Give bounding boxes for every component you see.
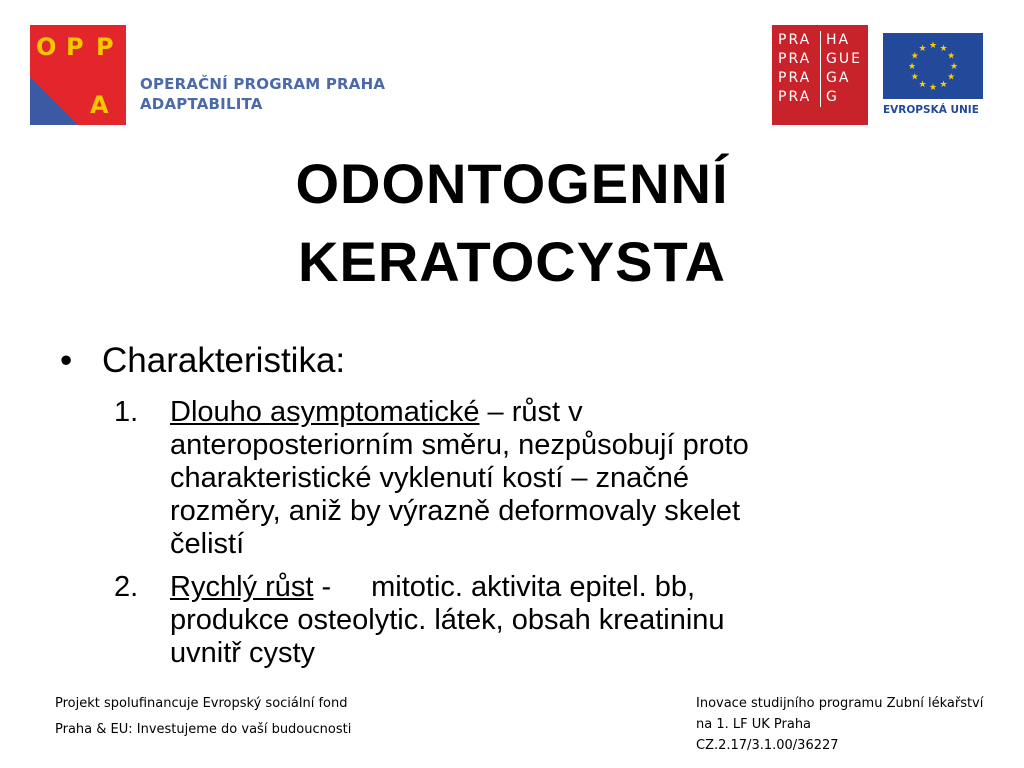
item-number: 1. bbox=[114, 396, 139, 428]
footer-right bbox=[696, 693, 983, 756]
oppa-logo bbox=[30, 25, 126, 125]
eu-star-icon: ★ bbox=[947, 72, 956, 83]
title-line: ODONTOGENNÍ bbox=[295, 152, 729, 215]
item-line: charakteristické vyklenutí kostí – značné bbox=[170, 462, 690, 494]
bullet-dot-icon: • bbox=[60, 341, 73, 380]
praha-logo-right: GA bbox=[820, 69, 850, 88]
item-line: rozměry, aniž by výrazně deformovaly skelet bbox=[170, 495, 741, 527]
eu-star-icon: ★ bbox=[939, 80, 948, 91]
oppa-caption bbox=[140, 74, 385, 114]
praha-logo-row bbox=[778, 31, 868, 50]
bullet-item bbox=[60, 338, 960, 384]
item-line bbox=[170, 571, 960, 604]
footer-line: CZ.2.17/3.1.00/36227 bbox=[696, 738, 839, 753]
eu-star-icon: ★ bbox=[910, 72, 919, 83]
item-line: anteroposteriorním směru, nezpůsobují proto bbox=[170, 429, 749, 461]
slide-content bbox=[60, 338, 960, 670]
praha-logo-row bbox=[778, 88, 868, 107]
bullet-text: Charakteristika: bbox=[102, 341, 346, 380]
eu-caption: EVROPSKÁ UNIE bbox=[883, 104, 979, 116]
slide-title bbox=[0, 145, 1024, 301]
eu-star-icon: ★ bbox=[910, 51, 919, 62]
oppa-letter: O bbox=[36, 33, 57, 61]
item-lead: Dlouho asymptomatické bbox=[170, 396, 480, 428]
item-text: – růst v bbox=[479, 396, 583, 428]
item-text: mitotic. aktivita epitel. bb, bbox=[371, 571, 696, 603]
praha-logo-left: PRA bbox=[778, 32, 812, 48]
numbered-item bbox=[114, 571, 960, 670]
praha-logo-left: PRA bbox=[778, 70, 812, 86]
oppa-letter: P bbox=[96, 33, 114, 61]
praha-logo-row bbox=[778, 69, 868, 88]
praha-logo-left: PRA bbox=[778, 89, 812, 105]
eu-star-icon: ★ bbox=[947, 51, 956, 62]
eu-star-icon: ★ bbox=[928, 41, 938, 51]
eu-star-icon: ★ bbox=[907, 62, 917, 72]
eu-star-icon: ★ bbox=[939, 43, 948, 54]
praha-logo-left: PRA bbox=[778, 51, 812, 67]
oppa-caption-line: OPERAČNÍ PROGRAM PRAHA bbox=[140, 75, 386, 93]
item-lead: Rychlý růst bbox=[170, 571, 314, 603]
item-line bbox=[170, 396, 960, 429]
footer-line: Praha & EU: Investujeme do vaší budoucnosti bbox=[55, 722, 352, 737]
footer-line: Inovace studijního programu Zubní lékařství bbox=[696, 696, 984, 711]
numbered-item bbox=[114, 396, 960, 561]
item-line: uvnitř cysty bbox=[170, 637, 316, 669]
praha-logo-right: G bbox=[820, 88, 839, 107]
oppa-letter: A bbox=[90, 91, 109, 119]
item-line: produkce osteolytic. látek, obsah kreatininu bbox=[170, 604, 725, 636]
eu-flag-icon bbox=[883, 33, 983, 99]
footer-line: Projekt spolufinancuje Evropský sociální fond bbox=[55, 696, 348, 711]
eu-star-icon: ★ bbox=[918, 43, 927, 54]
item-line: čelistí bbox=[170, 528, 245, 560]
footer-left bbox=[55, 691, 351, 743]
praha-logo-right: HA bbox=[820, 31, 850, 50]
footer-line: na 1. LF UK Praha bbox=[696, 717, 812, 732]
eu-star-icon: ★ bbox=[928, 83, 938, 93]
praha-logo-right: GUE bbox=[820, 50, 862, 69]
title-line: KERATOCYSTA bbox=[298, 230, 726, 293]
eu-star-icon: ★ bbox=[949, 62, 959, 72]
oppa-caption-line: ADAPTABILITA bbox=[140, 95, 263, 113]
eu-star-icon: ★ bbox=[918, 80, 927, 91]
item-number: 2. bbox=[114, 571, 139, 603]
oppa-letter: P bbox=[66, 33, 84, 61]
item-dash: - bbox=[313, 571, 332, 603]
praha-logo bbox=[772, 25, 868, 125]
praha-logo-row bbox=[778, 50, 868, 69]
